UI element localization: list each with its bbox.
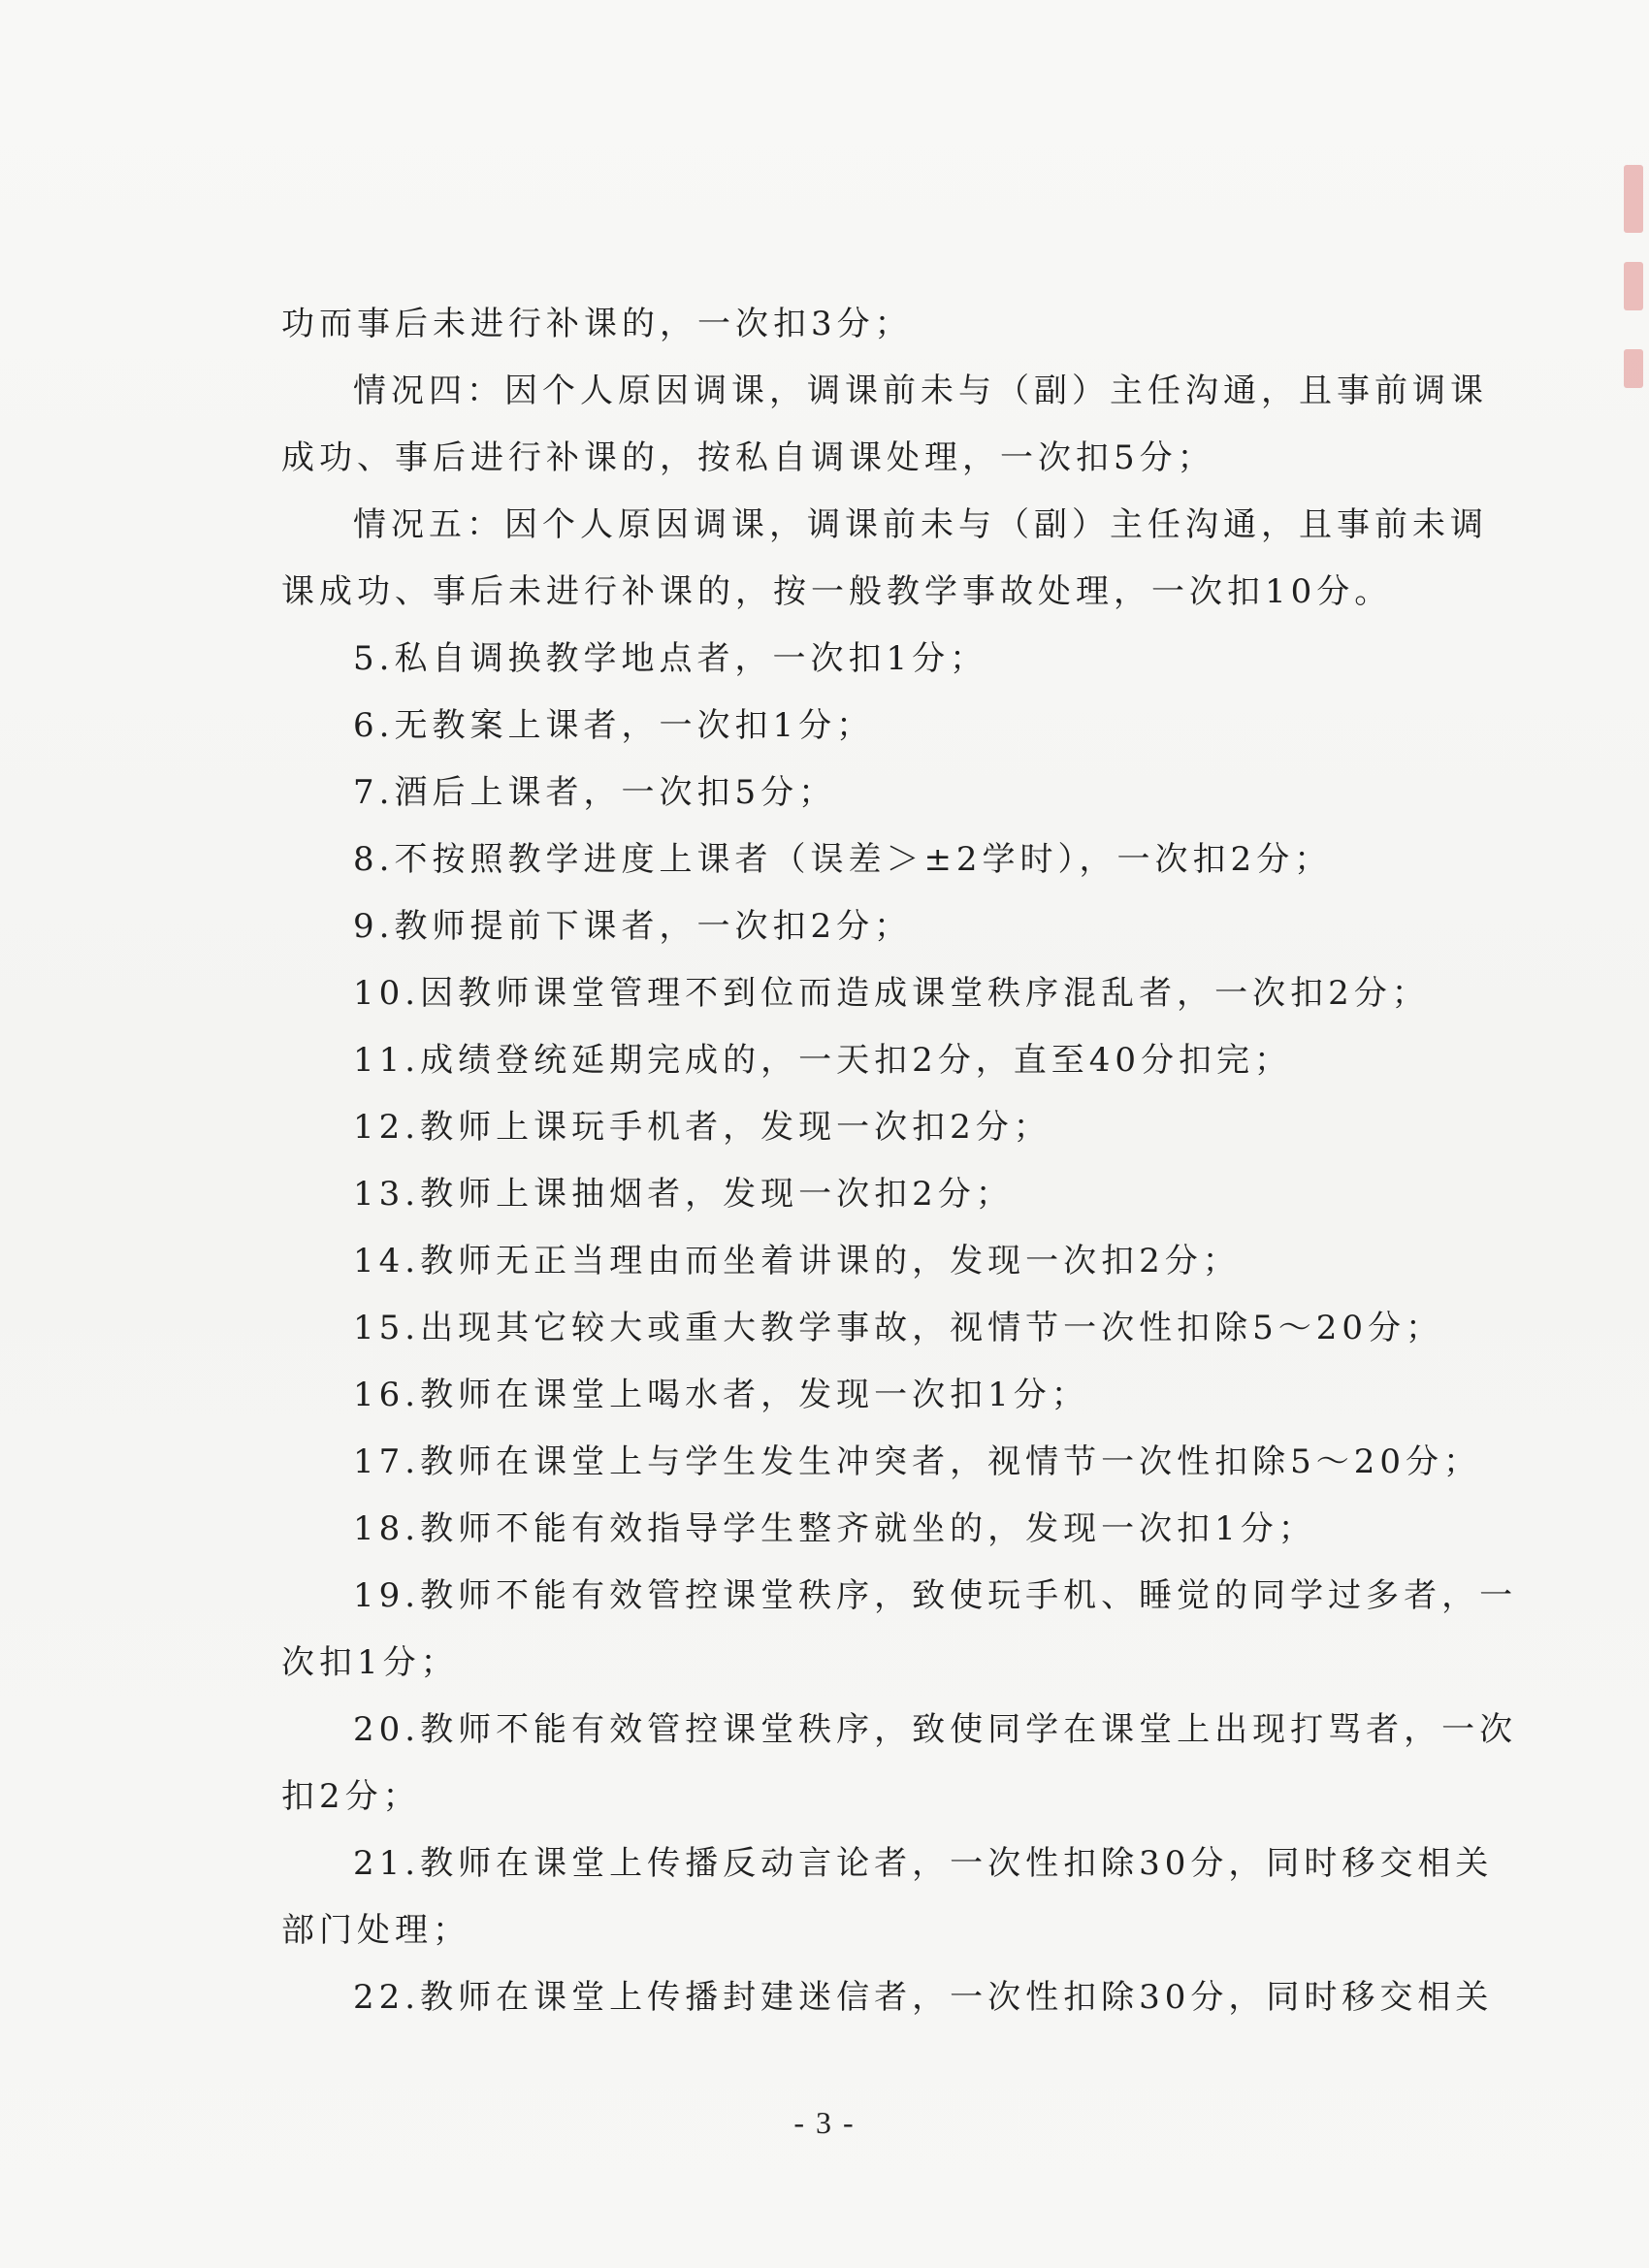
list-item: 21.教师在课堂上传播反动言论者，一次性扣除30分，同时移交相关 <box>353 1844 1494 1883</box>
text-line: 情况四：因个人原因调课，调课前未与（副）主任沟通，且事前调课 <box>353 372 1488 410</box>
list-item: 17.教师在课堂上与学生发生冲突者，视情节一次性扣除5～20分； <box>353 1442 1481 1481</box>
text-line: 成功、事后进行补课的，按私自调课处理，一次扣5分； <box>281 438 1215 477</box>
list-item: 20.教师不能有效管控课堂秩序，致使同学在课堂上出现打骂者，一次 <box>353 1710 1518 1749</box>
text-line: 情况五：因个人原因调课，调课前未与（副）主任沟通，且事前未调 <box>353 505 1488 544</box>
seal-stamp-edge <box>1624 262 1643 310</box>
list-item: 22.教师在课堂上传播封建迷信者，一次性扣除30分，同时移交相关 <box>353 1978 1494 2017</box>
text-line: 功而事后未进行补课的，一次扣3分； <box>281 305 913 343</box>
list-item: 6.无教案上课者，一次扣1分； <box>353 706 875 745</box>
text-line: 扣2分； <box>281 1777 421 1816</box>
seal-stamp-edge <box>1624 349 1643 388</box>
list-item: 14.教师无正当理由而坐着讲课的，发现一次扣2分； <box>353 1242 1241 1280</box>
list-item: 19.教师不能有效管控课堂秩序，致使玩手机、睡觉的同学过多者，一 <box>353 1576 1518 1615</box>
text-line: 次扣1分； <box>281 1643 459 1682</box>
document-body <box>281 291 1518 2031</box>
list-item: 10.因教师课堂管理不到位而造成课堂秩序混乱者，一次扣2分； <box>353 974 1430 1013</box>
list-item: 7.酒后上课者，一次扣5分； <box>353 773 837 812</box>
list-item: 11.成绩登统延期完成的，一天扣2分，直至40分扣完； <box>353 1041 1292 1080</box>
list-item: 15.出现其它较大或重大教学事故，视情节一次性扣除5～20分； <box>353 1309 1443 1347</box>
list-item: 13.教师上课抽烟者，发现一次扣2分； <box>353 1175 1014 1214</box>
seal-stamp-edge <box>1624 165 1643 233</box>
text-line: 课成功、事后未进行补课的，按一般教学事故处理，一次扣10分。 <box>281 572 1393 611</box>
list-item: 12.教师上课玩手机者，发现一次扣2分； <box>353 1108 1051 1147</box>
list-item: 8.不按照教学进度上课者（误差＞±2学时），一次扣2分； <box>353 840 1333 879</box>
list-item: 9.教师提前下课者，一次扣2分； <box>353 907 913 946</box>
list-item: 5.私自调换教学地点者，一次扣1分； <box>353 639 988 678</box>
list-item: 18.教师不能有效指导学生整齐就坐的，发现一次扣1分； <box>353 1509 1316 1548</box>
page-number: - 3 - <box>793 2105 856 2140</box>
text-line: 部门处理； <box>281 1911 470 1950</box>
list-item: 16.教师在课堂上喝水者，发现一次扣1分； <box>353 1376 1089 1414</box>
